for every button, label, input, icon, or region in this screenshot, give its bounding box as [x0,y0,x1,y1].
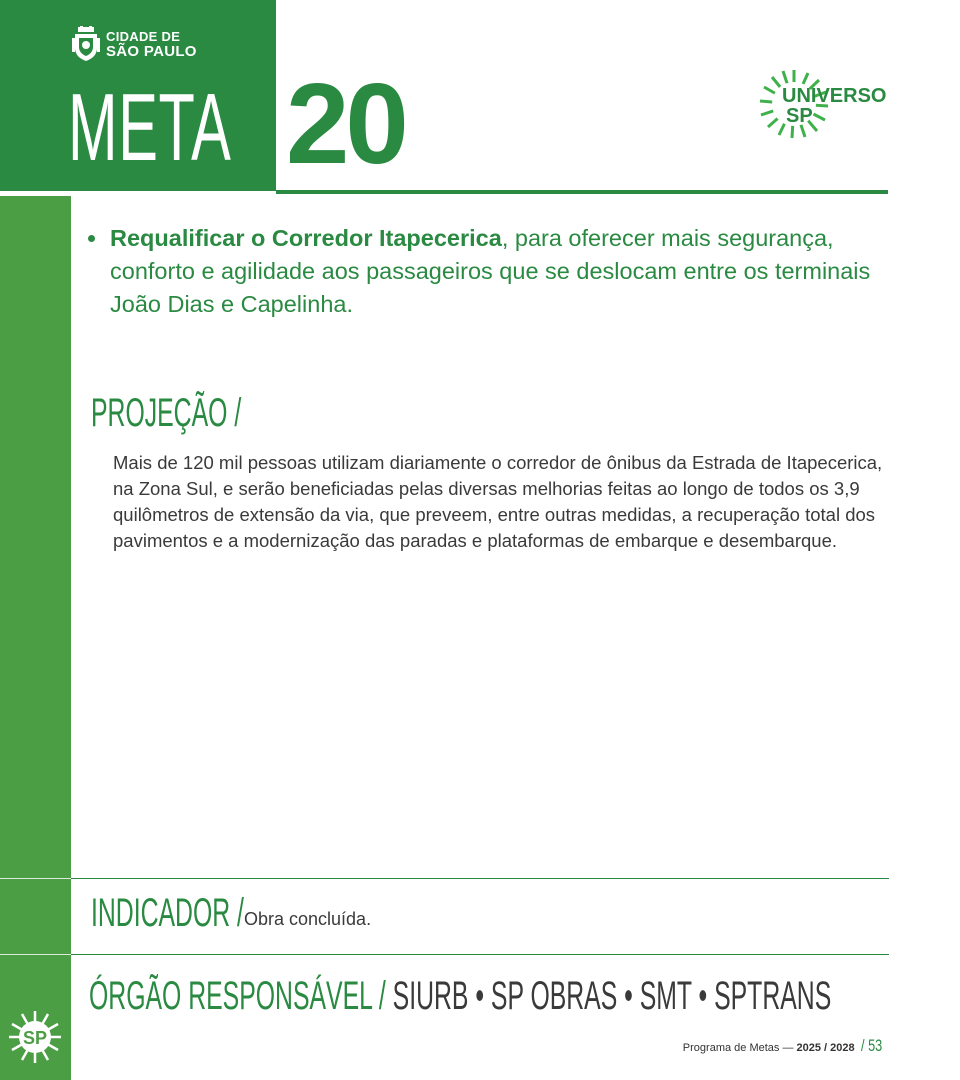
city-logo-line1: CIDADE DE [106,29,181,44]
city-logo-line2: SÃO PAULO [106,43,197,60]
objective-rest: , para oferecer mais segurança, conforto e agilidade aos passageiros que se deslocam entre os terminais João Dias e Capelinha. [110,225,871,317]
indicator-value: Obra concluída. [244,909,372,929]
responsible-line [89,976,831,1016]
projection-title: PROJEÇÃO / [91,391,242,435]
sp-badge-text: SP [23,1028,48,1048]
footer-program-label: Programa de Metas — [682,1042,794,1054]
header-green-block [0,0,276,191]
page-number: / 53 [860,1036,882,1055]
meta-word: META [68,74,232,181]
responsible-title: ÓRGÃO RESPONSÁVEL / [89,974,386,1018]
bullet-icon [88,235,95,242]
city-logo [72,26,197,62]
indicator-title: INDICADOR / [91,891,244,935]
meta-number: 20 [286,61,405,188]
universo-logo-line1: UNIVERSO [782,85,887,107]
responsible-value: SIURB • SP OBRAS • SMT • SPTRANS [392,974,832,1018]
sp-badge-icon [8,1010,62,1064]
universo-sp-logo [756,66,890,142]
header-rule [276,190,888,194]
objective-bold: Requalificar o Corredor Itapecerica [110,225,502,251]
city-crest-icon [72,26,100,62]
side-divider [0,954,71,955]
footer-program [683,1042,855,1054]
projection-body: Mais de 120 mil pessoas utilizam diariamente o corredor de ônibus da Estrada de Itapecerica, na Zona Sul, e serão beneficiadas pelas diversas melhorias feitas ao longo de todos os 3,9 quilômetros de extensão da via, que preveem, entre outras medidas, a recuperação total dos pavimentos e a modernização das paradas e plataformas de embarque e desembarque. [113,452,883,551]
section-divider [71,954,889,955]
objective-text [110,222,900,321]
side-divider [0,878,71,879]
side-bar [0,196,71,1080]
footer [683,1036,889,1056]
footer-years: 2025 / 2028 [796,1042,855,1054]
section-divider [71,878,889,879]
universo-logo-line2: SP [786,105,813,127]
